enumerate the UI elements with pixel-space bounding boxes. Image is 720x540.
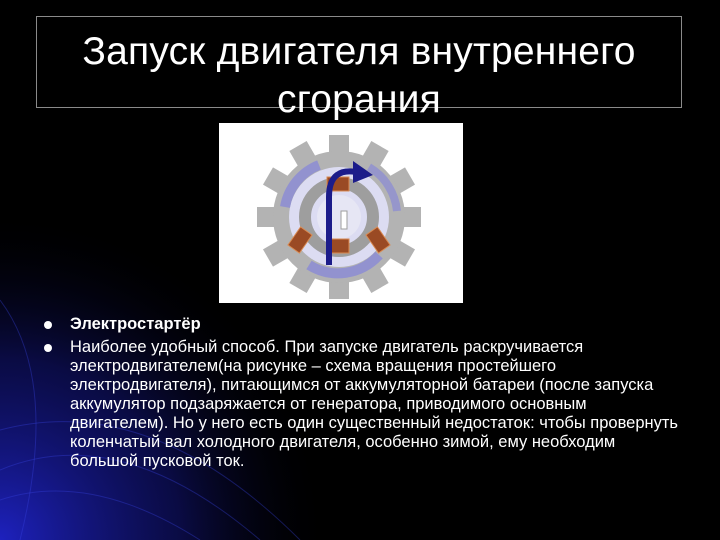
bullet-item-electrostarter bbox=[44, 315, 684, 334]
bullet-list bbox=[44, 315, 684, 475]
bullet-icon bbox=[44, 344, 52, 352]
bullet-item-description bbox=[44, 338, 684, 471]
rotating-motor-diagram-icon bbox=[219, 123, 463, 303]
bullet-text: Электростартёр bbox=[70, 315, 201, 333]
bullet-text: Наиболее удобный способ. При запуске двигатель раскручивается электродвигателем(на рисунке – схема вращения простейшего электродвигателя), питающимся от аккумуляторной батареи (после запуска аккумулятор подзаряжается от генератора, приводимого основным двигателем). Но у него есть один существенный недостаток: чтобы провернуть коленчатый вал холодного двигателя, особенно зимой, ему необходим большой пусковой ток. bbox=[70, 338, 679, 470]
slide-title: Запуск двигателя внутреннего сгорания bbox=[82, 30, 636, 121]
bullet-icon bbox=[44, 321, 52, 329]
gear-icon bbox=[257, 135, 421, 299]
motor-figure bbox=[219, 123, 463, 303]
